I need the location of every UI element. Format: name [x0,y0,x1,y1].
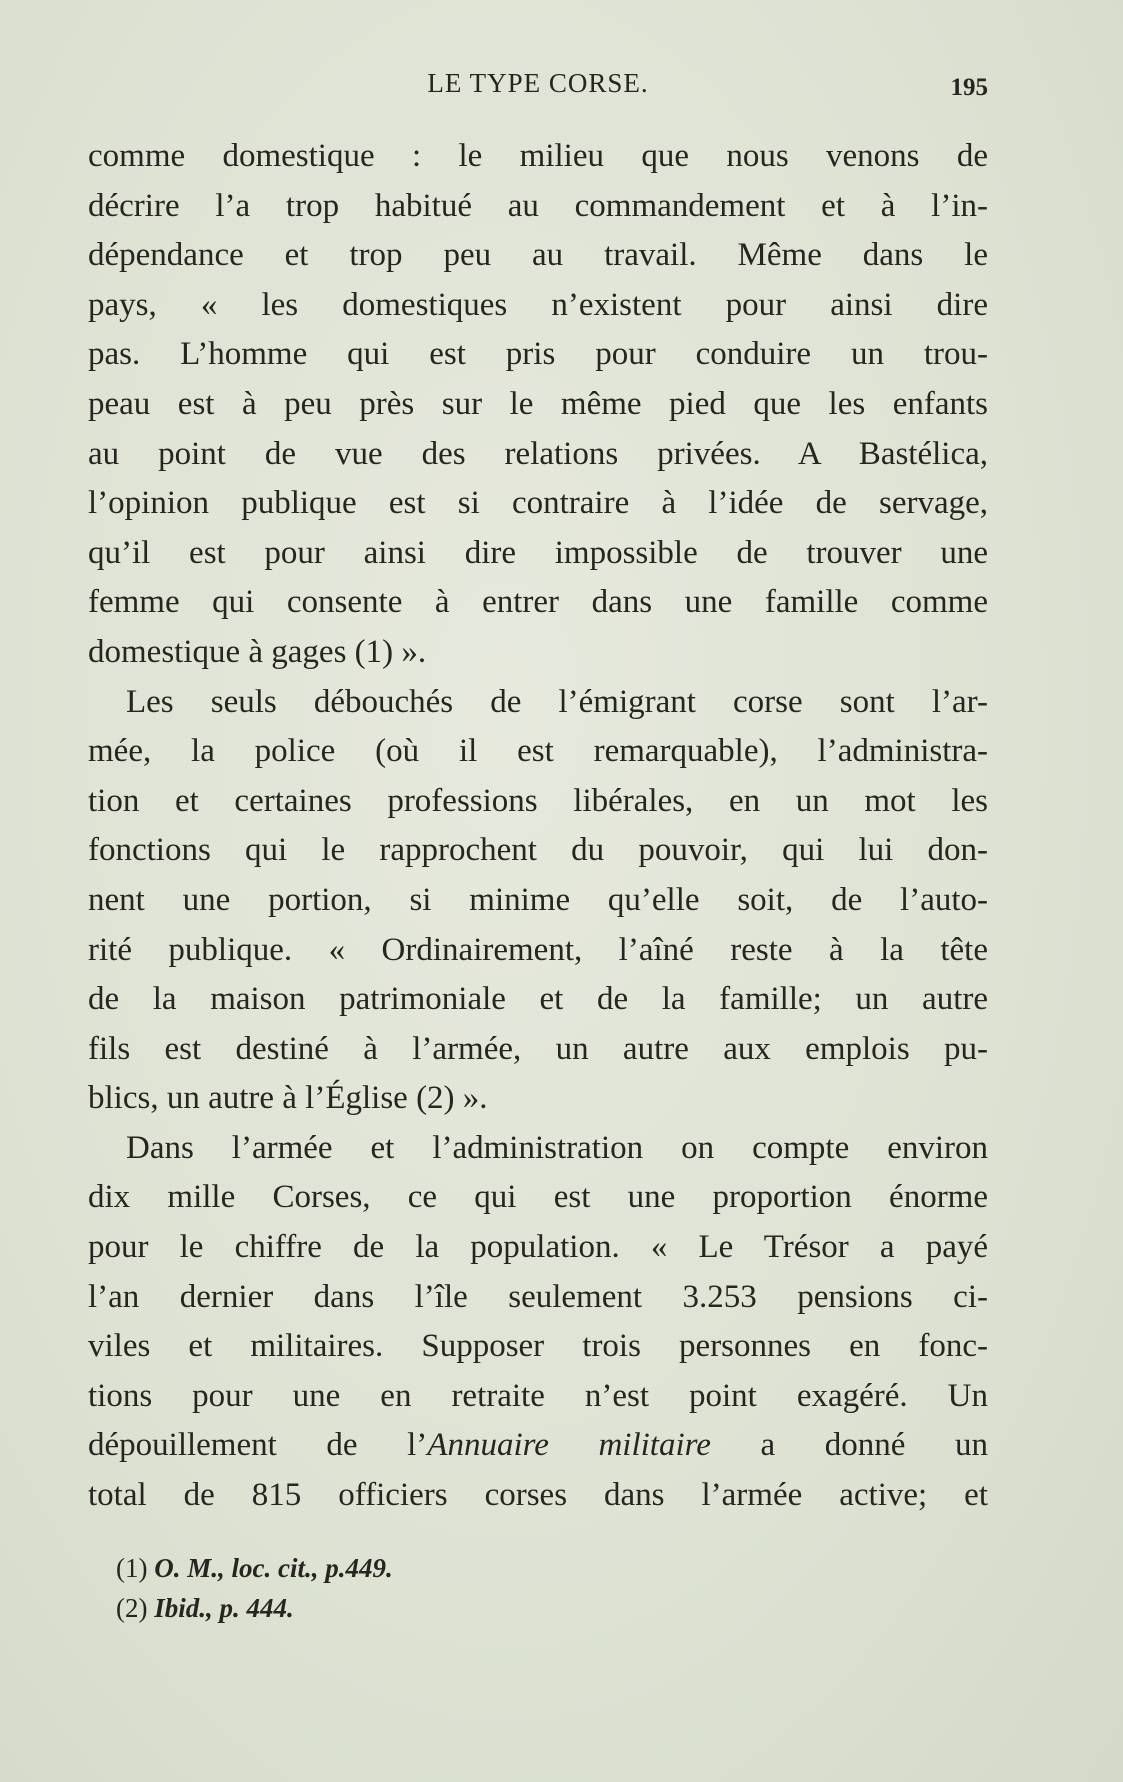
text-line: Les seuls débouchés de l’émigrant corse sont l’ar- [126,683,988,720]
footnote [116,1588,816,1628]
text-line: pour le chiffre de la population. « Le Trésor a payé [88,1229,988,1266]
text-line: dix mille Corses, ce qui est une proportion énorme [88,1179,988,1216]
text-line: l’an dernier dans l’île seulement 3.253 pensions ci- [88,1278,988,1315]
text-line: de la maison patrimoniale et de la famille; un autre [88,981,988,1018]
text-line: nent une portion, si minime qu’elle soit, de l’auto- [88,881,988,918]
text-line: blics, un autre à l’Église (2) ». [88,1080,488,1117]
running-title: LE TYPE CORSE. [427,68,649,98]
text-line: viles et militaires. Supposer trois personnes en fonc- [88,1328,988,1365]
text-line: pas. L’homme qui est pris pour conduire un trou- [88,336,988,373]
footnote-text: O. M., loc. cit., p.449. [154,1553,393,1583]
text-line: comme domestique : le milieu que nous venons de [88,138,988,174]
body-text [88,132,988,1521]
paragraph-1 [88,132,988,678]
text-segment: a donné un [710,1427,989,1464]
footnote-number: (2) [116,1593,148,1623]
text-line: Dans l’armée et l’administration on compte environ [126,1129,988,1166]
text-line: total de 815 officiers corses dans l’armée active; et [88,1477,988,1514]
text-line: qu’il est pour ainsi dire impossible de trouver une [88,534,988,571]
text-line: tions pour une en retraite n’est point exagéré. Un [88,1377,988,1414]
text-line: au point de vue des relations privées. A Bastélica, [88,435,988,472]
text-line-with-italic [88,1421,988,1471]
text-line: mée, la police (où il est remarquable), l’administra- [88,733,988,770]
text-line: rité publique. « Ordinairement, l’aîné reste à la tête [88,931,988,968]
text-line: domestique à gages (1) ». [88,633,427,670]
footnotes [116,1548,816,1628]
footnote-number: (1) [116,1553,148,1583]
text-line: fils est destiné à l’armée, un autre aux emplois pu- [88,1030,988,1067]
text-line: l’opinion publique est si contraire à l’idée de servage, [88,485,988,522]
page-number: 195 [950,74,988,101]
text-line: femme qui consente à entrer dans une famille comme [88,584,988,621]
running-head [88,68,988,108]
paragraph-2 [88,678,988,1124]
text-line: décrire l’a trop habitué au commandement et à l’in- [88,187,988,224]
text-line: fonctions qui le rapprochent du pouvoir, qui lui don- [88,832,988,869]
text-line: peau est à peu près sur le même pied que les enfants [88,385,988,422]
footnote [116,1548,816,1588]
text-segment: dépouillement de l’ [88,1427,428,1464]
italic-title: Annuaire militaire [427,1427,711,1464]
text-line: tion et certaines professions libérales, en un mot les [88,782,988,819]
paragraph-3 [88,1124,988,1521]
text-line: dépendance et trop peu au travail. Même dans le [88,237,988,274]
footnote-text: Ibid., p. 444. [154,1593,294,1623]
text-line: pays, « les domestiques n’existent pour ainsi dire [88,286,988,323]
